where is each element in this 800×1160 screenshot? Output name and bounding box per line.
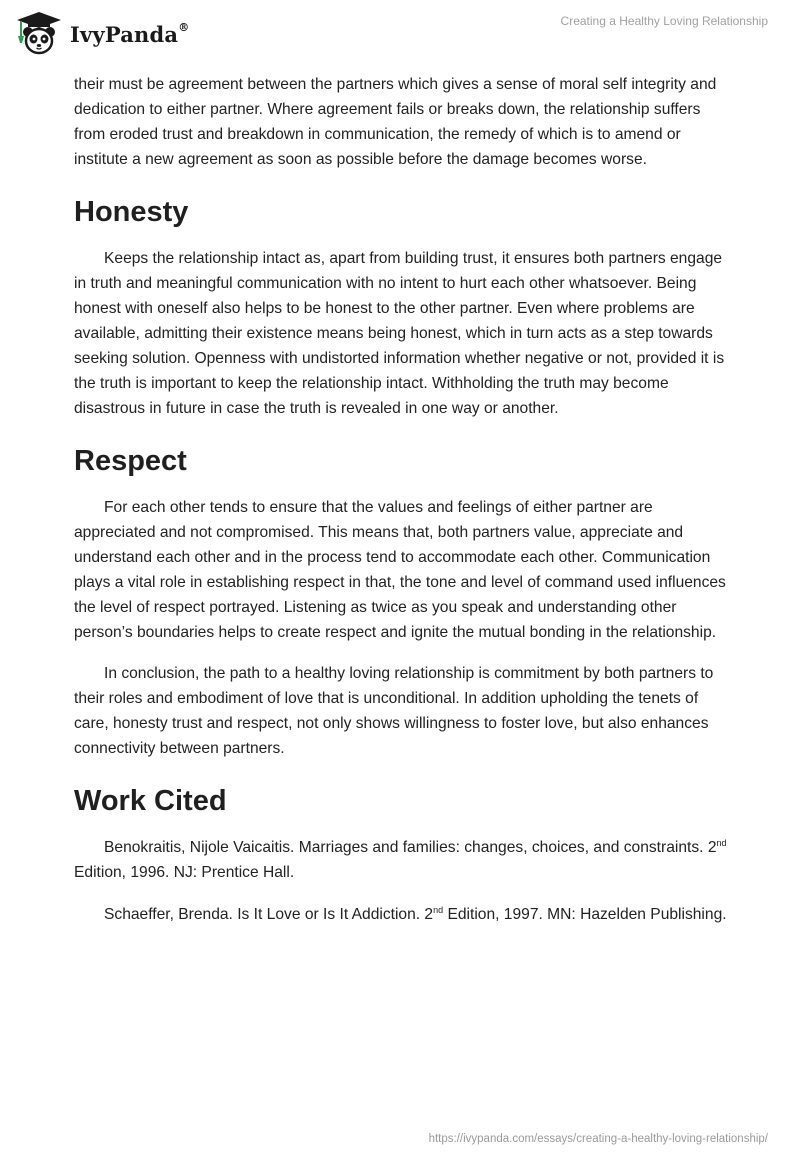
honesty-paragraph: Keeps the relationship intact as, apart from building trust, it ensures both partners engage in truth and meaningful communication with no intent to hurt each other whatsoever. Being honest with oneself also helps to be honest to the other partner. Even where problems are available, admitting their existence means being honest, which in turn acts as a step towards seeking solution. Openness with undistorted information whether negative or not, provided it is the truth is important to keep the relationship intact. Withholding the truth may become disastrous in future in case the truth is revealed in one way or another. [74,250,725,417]
source-url[interactable]: https://ivypanda.com/essays/creating-a-healthy-loving-relationship/ [428,1133,768,1145]
intro-paragraph: their must be agreement between the partners which gives a sense of moral self integrity and dedication to either partner. Where agreement fails or breaks down, the relationship suffers from eroded trust and breakdown in communication, the remedy of which is to amend or institute a new agreement as soon as possible before the damage becomes worse. [74,76,717,168]
logo-wordmark: IvyPanda® [70,20,190,47]
page-header [0,0,800,70]
registered-mark: ® [178,20,190,34]
works-cited-heading: Work Cited [74,785,227,817]
citation-benokraitis: Benokraitis, Nijole Vaicaitis. Marriages and families: changes, choices, and constraints. 2nd Edition, 1996. NJ: Prentice Hall. [74,837,727,881]
honesty-heading: Honesty [74,196,189,228]
respect-paragraph: For each other tends to ensure that the values and feelings of either partner are appreciated and not compromised. This means that, both partners value, appreciate and understand each other and in the process tend to accommodate each other. Communication plays a vital role in establishing respect in that, the tone and level of command used influences the level of respect portrayed. Listening as twice as you speak and understanding other person’s boundaries helps to create respect and ignite the mutual bonding in the relationship. [74,499,726,641]
ordinal-suffix: nd [716,837,727,848]
ivypanda-logo[interactable] [14,10,189,56]
ordinal-suffix: nd [433,904,444,915]
panda-graduation-cap-icon [14,10,64,56]
respect-heading: Respect [74,445,187,477]
conclusion-paragraph: In conclusion, the path to a healthy loving relationship is commitment by both partners to their roles and embodiment of love that is unconditional. In addition upholding the tenets of care, honesty trust and respect, not only shows willingness to foster love, but also enhances connectivity between partners. [74,665,714,757]
citation-schaeffer: Schaeffer, Brenda. Is It Love or Is It Addiction. 2nd Edition, 1997. MN: Hazelden Publishing. [104,904,727,923]
document-title: Creating a Healthy Loving Relationship [560,14,768,28]
essay-body [74,70,734,927]
